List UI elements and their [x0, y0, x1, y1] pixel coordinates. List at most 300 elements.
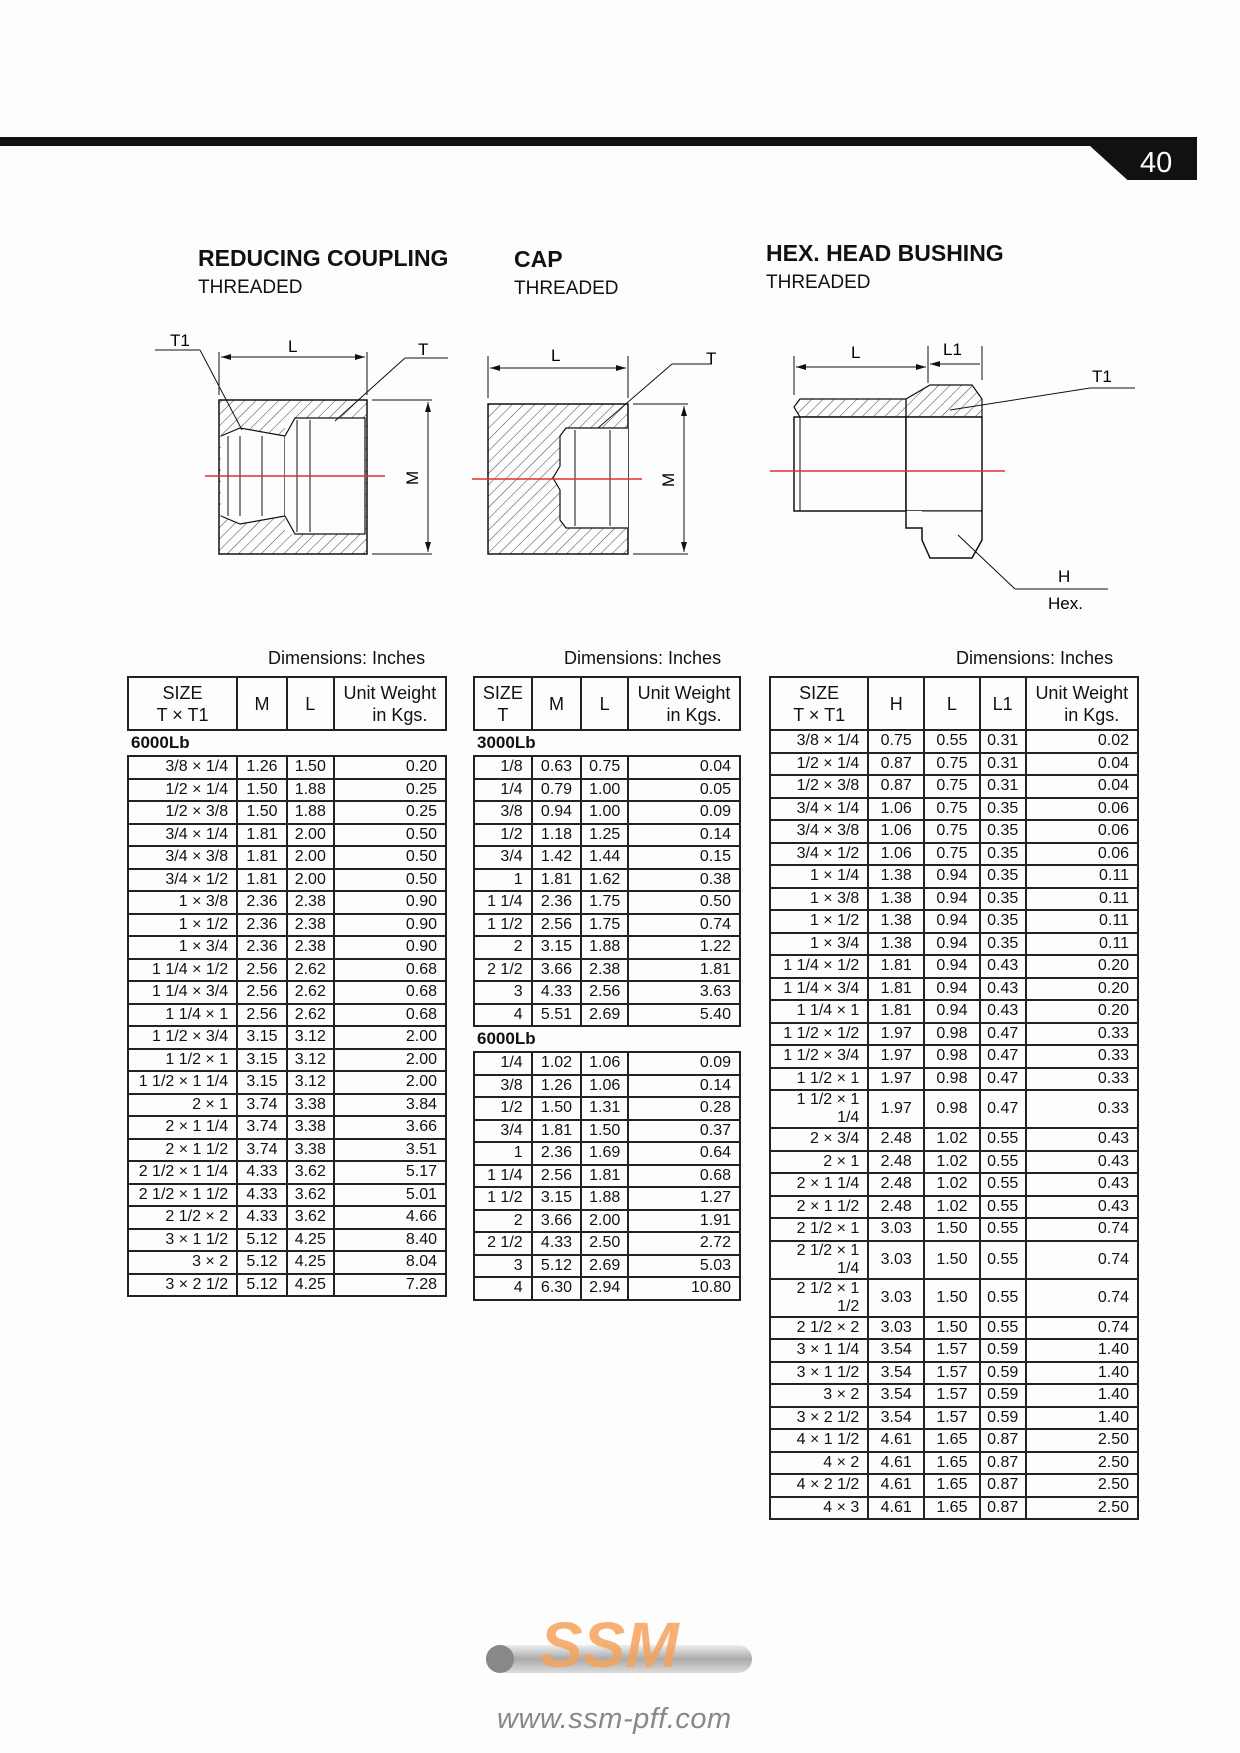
table-row — [474, 1165, 740, 1188]
value-cell: 1.44 — [581, 846, 628, 869]
value-cell: 5.12 — [237, 1251, 287, 1274]
size-cell: 2 1/2 × 1 1/2 — [770, 1279, 868, 1317]
value-cell: 0.55 — [980, 1218, 1026, 1241]
size-cell: 1 × 3/4 — [770, 933, 868, 956]
value-cell: 1.00 — [581, 801, 628, 824]
value-cell: 0.59 — [980, 1362, 1026, 1385]
size-cell: 2 — [474, 936, 532, 959]
hex-l1-label: L1 — [943, 340, 962, 359]
value-cell: 1.88 — [581, 1187, 628, 1210]
table-row — [770, 1407, 1138, 1430]
value-cell: 1.97 — [868, 1045, 924, 1068]
value-cell: 0.94 — [532, 801, 582, 824]
value-cell: 1.81 — [237, 824, 287, 847]
value-cell: 5.51 — [532, 1004, 582, 1027]
size-cell: 1/8 — [474, 756, 532, 779]
table-row — [770, 1241, 1138, 1279]
size-cell: 2 1/2 — [474, 1232, 532, 1255]
table-row — [128, 1139, 446, 1162]
cap-t-label: T — [706, 349, 717, 368]
table-row — [474, 1277, 740, 1300]
value-cell: 0.28 — [628, 1097, 740, 1120]
value-cell: 0.50 — [334, 824, 446, 847]
value-cell: 4.25 — [287, 1251, 334, 1274]
value-cell: 1.81 — [237, 869, 287, 892]
value-cell: 4.61 — [868, 1429, 924, 1452]
value-cell: 1.38 — [868, 888, 924, 911]
value-cell: 2.62 — [287, 981, 334, 1004]
value-cell: 1.06 — [581, 1052, 628, 1075]
rc-m-label: M — [403, 470, 422, 485]
value-cell: 0.74 — [1026, 1241, 1138, 1279]
table-row — [128, 1094, 446, 1117]
hex-hex-label: Hex. — [1048, 594, 1083, 613]
value-cell: 3.03 — [868, 1241, 924, 1279]
value-cell: 3.03 — [868, 1218, 924, 1241]
rc-t-label: T — [418, 340, 429, 359]
table-row — [770, 910, 1138, 933]
value-cell: 0.90 — [334, 936, 446, 959]
value-cell: 0.43 — [1026, 1151, 1138, 1174]
value-cell: 4.25 — [287, 1274, 334, 1297]
table-row — [770, 933, 1138, 956]
size-cell: 2 × 1 1/4 — [128, 1116, 237, 1139]
table-row — [770, 1218, 1138, 1241]
table-row — [770, 1279, 1138, 1317]
table-row — [474, 1255, 740, 1278]
value-cell: 5.01 — [334, 1184, 446, 1207]
hex-l-label: L — [851, 343, 861, 362]
value-cell: 3.66 — [334, 1116, 446, 1139]
value-cell: 0.33 — [1026, 1090, 1138, 1128]
table-row — [474, 1097, 740, 1120]
value-cell: 3.38 — [287, 1139, 334, 1162]
value-cell: 1.02 — [924, 1196, 980, 1219]
value-cell: 0.35 — [980, 820, 1026, 843]
value-cell: 0.79 — [532, 779, 582, 802]
table-row — [474, 1210, 740, 1233]
value-cell: 1.50 — [287, 756, 334, 779]
col-l1: L1 — [980, 677, 1026, 730]
value-cell: 0.43 — [1026, 1173, 1138, 1196]
value-cell: 2.38 — [287, 914, 334, 937]
size-cell: 2 × 3/4 — [770, 1128, 868, 1151]
value-cell: 1.81 — [628, 959, 740, 982]
value-cell: 1.91 — [628, 1210, 740, 1233]
cap-drawing — [472, 356, 712, 554]
size-cell: 1 1/4 — [474, 891, 532, 914]
value-cell: 2.50 — [581, 1232, 628, 1255]
value-cell: 0.59 — [980, 1384, 1026, 1407]
size-cell: 1/4 — [474, 779, 532, 802]
pressure-class-label: 6000Lb — [131, 733, 190, 752]
table-row — [128, 779, 446, 802]
value-cell: 5.12 — [532, 1255, 582, 1278]
size-cell: 2 1/2 × 1 1/2 — [128, 1184, 237, 1207]
value-cell: 5.03 — [628, 1255, 740, 1278]
value-cell: 0.94 — [924, 978, 980, 1001]
size-cell: 3/4 — [474, 1120, 532, 1143]
value-cell: 0.04 — [628, 756, 740, 779]
value-cell: 0.94 — [924, 910, 980, 933]
table-row — [474, 959, 740, 982]
value-cell: 2.72 — [628, 1232, 740, 1255]
table-row — [770, 1362, 1138, 1385]
col-m: M — [237, 677, 287, 730]
value-cell: 1.81 — [532, 1120, 582, 1143]
table-row — [128, 801, 446, 824]
value-cell: 2.00 — [334, 1026, 446, 1049]
value-cell: 0.94 — [924, 865, 980, 888]
value-cell: 2.36 — [532, 1142, 582, 1165]
table-row — [770, 730, 1138, 753]
value-cell: 2.56 — [237, 981, 287, 1004]
table-row — [770, 1196, 1138, 1219]
table-row — [474, 779, 740, 802]
value-cell: 4.61 — [868, 1497, 924, 1520]
value-cell: 0.35 — [980, 910, 1026, 933]
hex-h-label: H — [1058, 567, 1071, 586]
table-row — [474, 936, 740, 959]
value-cell: 1.02 — [924, 1173, 980, 1196]
value-cell: 0.06 — [1026, 798, 1138, 821]
table-row — [770, 1384, 1138, 1407]
size-cell: 4 × 1 1/2 — [770, 1429, 868, 1452]
size-cell: 3/4 × 3/8 — [770, 820, 868, 843]
value-cell: 0.05 — [628, 779, 740, 802]
value-cell: 5.17 — [334, 1161, 446, 1184]
value-cell: 1.38 — [868, 910, 924, 933]
value-cell: 1.50 — [532, 1097, 582, 1120]
size-cell: 4 — [474, 1004, 532, 1027]
table-row — [770, 955, 1138, 978]
value-cell: 0.75 — [924, 820, 980, 843]
table-row — [770, 843, 1138, 866]
value-cell: 0.35 — [980, 843, 1026, 866]
size-cell: 1 1/4 × 1 — [128, 1004, 237, 1027]
value-cell: 0.87 — [980, 1497, 1026, 1520]
value-cell: 1.57 — [924, 1384, 980, 1407]
size-cell: 1 1/4 — [474, 1165, 532, 1188]
value-cell: 0.94 — [924, 955, 980, 978]
value-cell: 2.62 — [287, 959, 334, 982]
cap-title: CAP — [514, 246, 563, 272]
table-row — [770, 1317, 1138, 1340]
value-cell: 3.74 — [237, 1116, 287, 1139]
value-cell: 0.06 — [1026, 843, 1138, 866]
value-cell: 3.12 — [287, 1026, 334, 1049]
value-cell: 1.38 — [868, 933, 924, 956]
value-cell: 0.98 — [924, 1023, 980, 1046]
value-cell: 0.90 — [334, 914, 446, 937]
value-cell: 3.03 — [868, 1279, 924, 1317]
value-cell: 0.50 — [334, 869, 446, 892]
ssm-logo — [478, 1605, 760, 1685]
value-cell: 0.55 — [980, 1317, 1026, 1340]
hex-dimensions-label: Dimensions: Inches — [956, 648, 1114, 668]
value-cell: 0.90 — [334, 891, 446, 914]
value-cell: 3.15 — [532, 936, 582, 959]
value-cell: 1.88 — [287, 779, 334, 802]
value-cell: 1.57 — [924, 1339, 980, 1362]
rc-l-label: L — [288, 337, 298, 356]
size-cell: 3 × 2 — [128, 1251, 237, 1274]
value-cell: 1.65 — [924, 1474, 980, 1497]
website-url: www.ssm-pff.com — [497, 1703, 732, 1735]
table-row — [128, 1274, 446, 1297]
value-cell: 2.38 — [287, 936, 334, 959]
size-cell: 1 1/2 — [474, 914, 532, 937]
value-cell: 1.65 — [924, 1452, 980, 1475]
value-cell: 0.14 — [628, 1075, 740, 1098]
table-row — [770, 1151, 1138, 1174]
table-row — [770, 1474, 1138, 1497]
value-cell: 0.87 — [980, 1474, 1026, 1497]
col-l: L — [287, 677, 334, 730]
value-cell: 4.25 — [287, 1229, 334, 1252]
value-cell: 2.36 — [237, 891, 287, 914]
size-cell: 3/8 × 1/4 — [128, 756, 237, 779]
table-row — [770, 1339, 1138, 1362]
value-cell: 4.33 — [237, 1161, 287, 1184]
value-cell: 3.15 — [237, 1049, 287, 1072]
rc-t1-label: T1 — [170, 331, 190, 350]
value-cell: 0.09 — [628, 801, 740, 824]
value-cell: 0.43 — [1026, 1128, 1138, 1151]
table-row — [770, 820, 1138, 843]
table-row — [128, 1071, 446, 1094]
size-cell: 2 1/2 × 1 1/4 — [770, 1241, 868, 1279]
size-cell: 1 1/2 × 3/4 — [770, 1045, 868, 1068]
value-cell: 0.68 — [628, 1165, 740, 1188]
size-cell: 2 1/2 × 2 — [128, 1206, 237, 1229]
size-cell: 1 — [474, 1142, 532, 1165]
value-cell: 0.14 — [628, 824, 740, 847]
value-cell: 0.35 — [980, 798, 1026, 821]
table-row — [128, 869, 446, 892]
size-cell: 3/8 × 1/4 — [770, 730, 868, 753]
value-cell: 0.38 — [628, 869, 740, 892]
value-cell: 0.68 — [334, 959, 446, 982]
size-cell: 2 1/2 × 1 — [770, 1218, 868, 1241]
size-cell: 1 1/4 × 1/2 — [770, 955, 868, 978]
size-cell: 2 × 1 — [128, 1094, 237, 1117]
value-cell: 1.06 — [581, 1075, 628, 1098]
value-cell: 1.88 — [287, 801, 334, 824]
value-cell: 0.20 — [1026, 955, 1138, 978]
table-row — [474, 756, 740, 779]
value-cell: 0.37 — [628, 1120, 740, 1143]
value-cell: 3.12 — [287, 1071, 334, 1094]
size-cell: 3 — [474, 981, 532, 1004]
value-cell: 3.66 — [532, 1210, 582, 1233]
value-cell: 0.59 — [980, 1339, 1026, 1362]
value-cell: 1.97 — [868, 1068, 924, 1091]
size-cell: 3/4 — [474, 846, 532, 869]
value-cell: 0.87 — [868, 775, 924, 798]
value-cell: 0.74 — [628, 914, 740, 937]
size-cell: 2 × 1 1/2 — [128, 1139, 237, 1162]
value-cell: 0.94 — [924, 933, 980, 956]
value-cell: 1.42 — [532, 846, 582, 869]
size-cell: 3/4 × 1/2 — [770, 843, 868, 866]
table-row — [474, 1004, 740, 1027]
value-cell: 2.00 — [334, 1071, 446, 1094]
value-cell: 0.20 — [1026, 1000, 1138, 1023]
size-cell: 1 1/2 × 3/4 — [128, 1026, 237, 1049]
reducing-coupling-title: REDUCING COUPLING — [198, 245, 449, 271]
size-cell: 1 — [474, 869, 532, 892]
rc-dimensions-label: Dimensions: Inches — [268, 648, 426, 668]
value-cell: 0.50 — [628, 891, 740, 914]
table-row — [128, 824, 446, 847]
size-cell: 1/2 × 3/8 — [128, 801, 237, 824]
value-cell: 1.31 — [581, 1097, 628, 1120]
table-row — [770, 1068, 1138, 1091]
value-cell: 2.56 — [237, 959, 287, 982]
table-row — [770, 865, 1138, 888]
value-cell: 2.00 — [334, 1049, 446, 1072]
size-cell: 1 1/4 × 3/4 — [770, 978, 868, 1001]
value-cell: 0.43 — [980, 1000, 1026, 1023]
col-m: M — [532, 677, 582, 730]
value-cell: 5.12 — [237, 1229, 287, 1252]
page-number: 40 — [1140, 147, 1173, 179]
table-row — [474, 869, 740, 892]
value-cell: 0.74 — [1026, 1279, 1138, 1317]
value-cell: 3.15 — [532, 1187, 582, 1210]
size-cell: 3 × 2 1/2 — [770, 1407, 868, 1430]
value-cell: 1.06 — [868, 820, 924, 843]
table-row — [128, 981, 446, 1004]
value-cell: 0.43 — [980, 955, 1026, 978]
value-cell: 2.56 — [237, 1004, 287, 1027]
value-cell: 0.87 — [980, 1452, 1026, 1475]
value-cell: 0.31 — [980, 753, 1026, 776]
value-cell: 0.43 — [980, 978, 1026, 1001]
value-cell: 2.56 — [532, 1165, 582, 1188]
value-cell: 1.75 — [581, 891, 628, 914]
value-cell: 4.33 — [532, 1232, 582, 1255]
col-size: SIZE T × T1 — [770, 677, 868, 730]
value-cell: 2.36 — [237, 936, 287, 959]
table-row — [128, 1206, 446, 1229]
size-cell: 2 — [474, 1210, 532, 1233]
table-row — [770, 1173, 1138, 1196]
value-cell: 1.81 — [868, 955, 924, 978]
table-row — [474, 914, 740, 937]
value-cell: 4.33 — [237, 1184, 287, 1207]
size-cell: 4 — [474, 1277, 532, 1300]
value-cell: 7.28 — [334, 1274, 446, 1297]
value-cell: 2.56 — [532, 914, 582, 937]
table-row — [128, 936, 446, 959]
size-cell: 3/4 × 3/8 — [128, 846, 237, 869]
value-cell: 0.75 — [924, 798, 980, 821]
hex-bushing-table — [769, 676, 1139, 1520]
table-row — [770, 798, 1138, 821]
value-cell: 0.55 — [980, 1279, 1026, 1317]
value-cell: 3.15 — [237, 1026, 287, 1049]
value-cell: 4.33 — [532, 981, 582, 1004]
value-cell: 3.12 — [287, 1049, 334, 1072]
value-cell: 0.64 — [628, 1142, 740, 1165]
value-cell: 1.62 — [581, 869, 628, 892]
value-cell: 1.97 — [868, 1090, 924, 1128]
value-cell: 0.47 — [980, 1090, 1026, 1128]
table-row — [770, 1128, 1138, 1151]
table-row — [770, 1000, 1138, 1023]
value-cell: 0.04 — [1026, 775, 1138, 798]
table-row — [474, 1232, 740, 1255]
value-cell: 0.75 — [581, 756, 628, 779]
value-cell: 0.47 — [980, 1045, 1026, 1068]
value-cell: 1.02 — [924, 1151, 980, 1174]
value-cell: 0.11 — [1026, 865, 1138, 888]
size-cell: 1 1/2 × 1 1/4 — [770, 1090, 868, 1128]
value-cell: 0.04 — [1026, 753, 1138, 776]
value-cell: 3.74 — [237, 1139, 287, 1162]
col-l: L — [924, 677, 980, 730]
value-cell: 0.94 — [924, 1000, 980, 1023]
value-cell: 2.94 — [581, 1277, 628, 1300]
value-cell: 3.54 — [868, 1384, 924, 1407]
value-cell: 0.87 — [868, 753, 924, 776]
size-cell: 3/4 × 1/4 — [128, 824, 237, 847]
value-cell: 1.22 — [628, 936, 740, 959]
value-cell: 1.26 — [532, 1075, 582, 1098]
value-cell: 3.84 — [334, 1094, 446, 1117]
value-cell: 10.80 — [628, 1277, 740, 1300]
value-cell: 0.06 — [1026, 820, 1138, 843]
size-cell: 1 1/4 × 1 — [770, 1000, 868, 1023]
table-row — [770, 1090, 1138, 1128]
value-cell: 1.50 — [237, 779, 287, 802]
col-l: L — [581, 677, 628, 730]
value-cell: 2.48 — [868, 1151, 924, 1174]
value-cell: 3.54 — [868, 1362, 924, 1385]
value-cell: 8.40 — [334, 1229, 446, 1252]
value-cell: 3.63 — [628, 981, 740, 1004]
value-cell: 0.75 — [924, 843, 980, 866]
value-cell: 2.48 — [868, 1173, 924, 1196]
value-cell: 1.02 — [532, 1052, 582, 1075]
value-cell: 2.50 — [1026, 1429, 1138, 1452]
value-cell: 0.55 — [980, 1173, 1026, 1196]
value-cell: 5.12 — [237, 1274, 287, 1297]
size-cell: 1/2 × 3/8 — [770, 775, 868, 798]
value-cell: 2.00 — [287, 824, 334, 847]
reducing-coupling-drawing — [155, 350, 448, 554]
table-row — [128, 891, 446, 914]
value-cell: 0.74 — [1026, 1317, 1138, 1340]
table-row — [128, 1026, 446, 1049]
size-cell: 3 × 1 1/2 — [770, 1362, 868, 1385]
value-cell: 2.69 — [581, 1004, 628, 1027]
col-size: SIZE T — [474, 677, 532, 730]
value-cell: 0.33 — [1026, 1023, 1138, 1046]
value-cell: 3.62 — [287, 1206, 334, 1229]
size-cell: 3/4 × 1/2 — [128, 869, 237, 892]
value-cell: 0.11 — [1026, 933, 1138, 956]
value-cell: 3.54 — [868, 1339, 924, 1362]
table-row — [474, 846, 740, 869]
cap-subtitle: THREADED — [514, 278, 619, 299]
value-cell: 1.65 — [924, 1429, 980, 1452]
size-cell: 2 1/2 — [474, 959, 532, 982]
value-cell: 0.68 — [334, 981, 446, 1004]
value-cell: 1.88 — [581, 936, 628, 959]
